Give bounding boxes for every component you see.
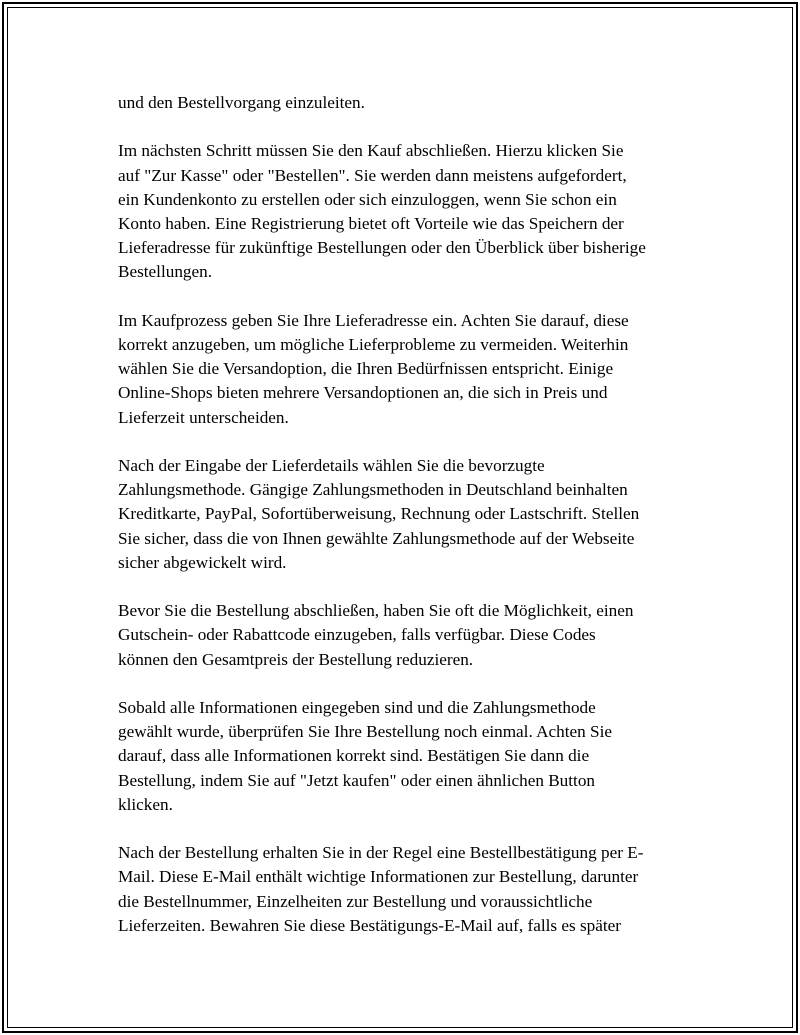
paragraph: Nach der Bestellung erhalten Sie in der Regel eine Bestellbestätigung per E- Mail. Diese E-Mail enthält wichtige Informationen zur Bestellung, darunter die Bestellnummer, Einzelheiten zur Bestellung und voraussichtliche Lieferzeiten. Bewahren Sie diese Bestätigungs-E-Mail auf, falls es später bbox=[118, 843, 644, 935]
paragraph: Im nächsten Schritt müssen Sie den Kauf abschließen. Hierzu klicken Sie auf "Zur Kasse" oder "Bestellen". Sie werden dann meistens aufgefordert, ein Kundenkonto zu erstellen oder sich einzuloggen, wenn Sie schon ein Konto haben. Eine Registrierung bietet oft Vorteile wie das Speichern der Lieferadresse für zukünftige Bestellungen oder den Überblick über bisherige Bestellungen. bbox=[118, 141, 646, 282]
document-body bbox=[118, 91, 698, 962]
paragraph: und den Bestellvorgang einzuleiten. bbox=[118, 93, 365, 112]
paragraph: Nach der Eingabe der Lieferdetails wählen Sie die bevorzugte Zahlungsmethode. Gängige Zahlungsmethoden in Deutschland beinhalten Kreditkarte, PayPal, Sofortüberweisung, Rechnung oder Lastschrift. Stellen Sie sicher, dass die von Ihnen gewählte Zahlungsmethode auf der Webseite sicher abgewickelt wird. bbox=[118, 456, 640, 572]
paragraph: Bevor Sie die Bestellung abschließen, haben Sie oft die Möglichkeit, einen Gutschein- oder Rabattcode einzugeben, falls verfügbar. Diese Codes können den Gesamtpreis der Bestellung reduzieren. bbox=[118, 601, 634, 669]
paragraph: Im Kaufprozess geben Sie Ihre Lieferadresse ein. Achten Sie darauf, diese korrekt anzugeben, um mögliche Lieferprobleme zu vermeiden. Weiterhin wählen Sie die Versandoption, die Ihren Bedürfnissen entspricht. Einige Online-Shops bieten mehrere Versandoptionen an, die sich in Preis und Lieferzeit unterscheiden. bbox=[118, 310, 629, 427]
paragraph: Sobald alle Informationen eingegeben sind und die Zahlungsmethode gewählt wurde, überprüfen Sie Ihre Bestellung noch einmal. Achten Sie darauf, dass alle Informationen korrekt sind. Bestätigen Sie dann die Bestellung, indem Sie auf "Jetzt kaufen" oder einen ähnlichen Button klicken. bbox=[118, 698, 612, 814]
